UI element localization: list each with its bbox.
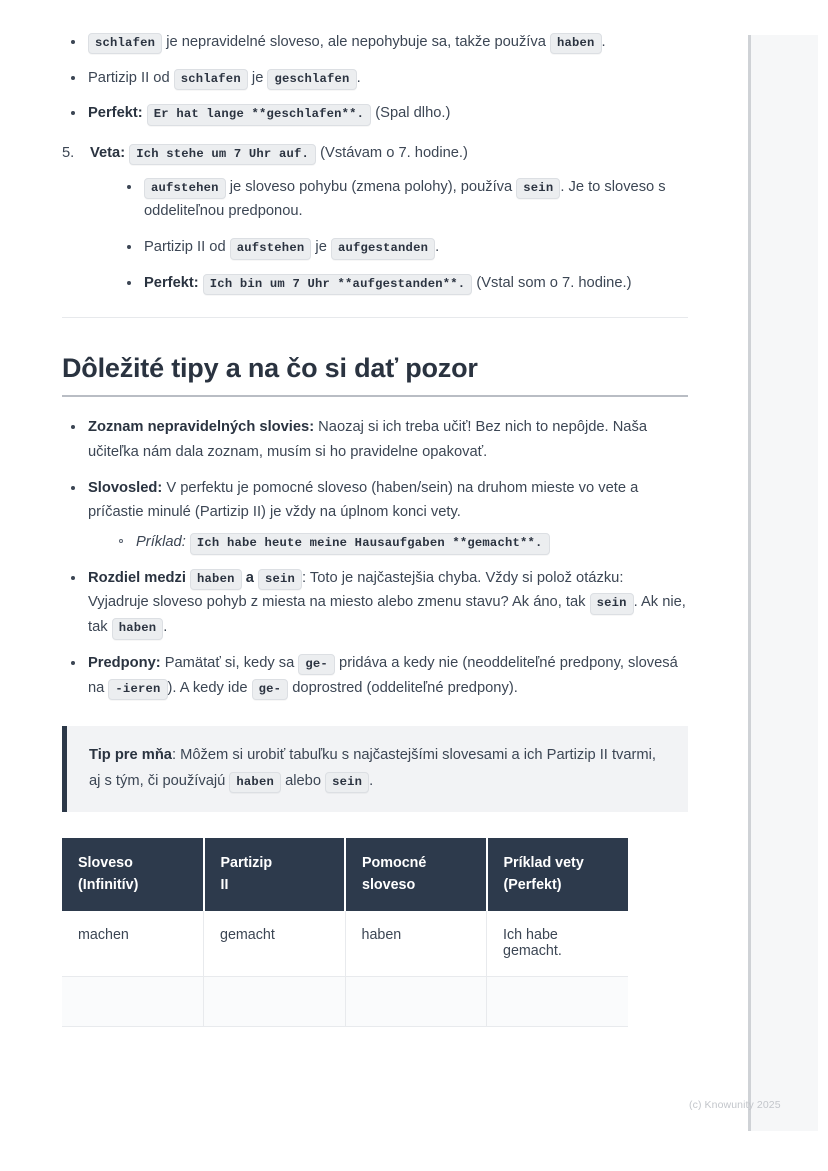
plain-text: .: [163, 619, 168, 636]
bold-text: Slovosled:: [88, 479, 163, 496]
table-row: [62, 977, 628, 1027]
code-chip: aufgestanden: [331, 238, 435, 259]
plain-text: Pamätať si, kedy sa: [160, 654, 299, 671]
plain-text: Partizip II od: [88, 69, 174, 86]
code-chip: Ich bin um 7 Uhr **aufgestanden**.: [203, 274, 472, 295]
code-chip: ge-: [298, 654, 335, 675]
header-line-1: Sloveso: [78, 854, 133, 871]
plain-text: . Je to sloveso s oddeliteľnou predponou.: [144, 178, 666, 220]
rich-text: [144, 275, 631, 291]
code-chip: sein: [516, 178, 560, 199]
cell-partizip: [204, 977, 346, 1027]
code-chip: Er hat lange **geschlafen**.: [147, 104, 371, 125]
rich-text: [88, 70, 361, 86]
bold-text: Rozdiel medzi: [88, 569, 186, 586]
plain-text: : Toto je najčastejšia chyba. Vždy si polož otázku: Vyjadruje sloveso pohyb z miesta na miesto alebo zmenu stavu? Ak áno, tak: [88, 569, 624, 611]
cell-priklad: [487, 977, 629, 1027]
plain-text: .: [435, 239, 440, 256]
column-header-priklad-vety: [487, 838, 629, 911]
sentence-translation: (Vstávam o 7. hodine.): [320, 145, 468, 162]
list-item: [62, 101, 688, 126]
cell-pomocne: [345, 977, 487, 1027]
bold-text: a: [241, 569, 258, 586]
cell-sloveso: machen: [62, 911, 204, 977]
plain-text: doprostred (oddeliteľné predpony).: [288, 679, 518, 696]
code-chip: aufstehen: [144, 178, 226, 199]
rich-text: [88, 655, 678, 696]
plain-text: .: [356, 69, 361, 86]
bold-text: Tip pre mňa: [89, 747, 172, 764]
code-chip: sein: [590, 593, 634, 614]
cell-partizip: gemacht: [204, 911, 346, 977]
sentence-5-ordered-list: [62, 141, 688, 295]
cell-pomocne: haben: [345, 911, 487, 977]
code-chip: schlafen: [88, 33, 162, 54]
title-underline: [62, 395, 688, 397]
sentence-code-chip: Ich stehe um 7 Uhr auf.: [129, 144, 316, 165]
table-row: [62, 911, 628, 977]
verb-table-body: [62, 911, 628, 1027]
tip-callout: [62, 726, 688, 812]
list-item: [62, 476, 688, 555]
header-line-1: Pomocné: [362, 854, 427, 871]
plain-text: pridáva a kedy nie (neoddeliteľné predpony, slovesá na: [88, 654, 678, 696]
code-chip: haben: [550, 33, 602, 54]
page-side-panel: [748, 35, 818, 1131]
copyright-credit: (c) Knowunity 2025: [689, 1099, 781, 1111]
plain-text: V perfektu je pomocné sloveso (haben/sein) na druhom mieste vo vete a príčastie minulé (Partizip II) je vždy na úplnom konci vety.: [88, 479, 639, 521]
rich-text: [88, 480, 638, 521]
code-chip: aufstehen: [230, 238, 312, 259]
plain-text: je sloveso pohybu (zmena polohy), používa: [225, 178, 517, 195]
sentence-5-bullet-list: [118, 175, 688, 296]
plain-text: : Môžem si urobiť tabuľku s najčastejšími slovesami a ich Partizip II tvarmi, aj s tým, či používajú: [89, 747, 657, 789]
code-chip: geschlafen: [267, 69, 356, 90]
section-divider: [62, 317, 688, 318]
table-header-row: [62, 838, 628, 911]
rich-text: [144, 179, 666, 220]
list-item: [118, 235, 688, 260]
column-header-sloveso: [62, 838, 204, 911]
bold-text: Zoznam nepravidelných slovies:: [88, 419, 315, 436]
column-header-partizip-ii: [204, 838, 346, 911]
bold-text: Perfekt:: [144, 274, 199, 291]
plain-text: . Ak nie, tak: [88, 594, 686, 636]
code-chip: schlafen: [174, 69, 248, 90]
plain-text: .: [369, 772, 374, 789]
header-line-1: Príklad vety: [503, 854, 584, 871]
code-chip: Ich habe heute meine Hausaufgaben **gemacht**.: [190, 533, 550, 554]
rich-text: [88, 570, 686, 635]
code-chip: sein: [325, 772, 369, 793]
plain-text: (Spal dlho.): [371, 105, 451, 122]
sentence-4-bullet-list: [62, 30, 688, 126]
plain-text: (Vstal som o 7. hodine.): [472, 274, 632, 291]
code-chip: -ieren: [108, 679, 167, 700]
list-item: [62, 66, 688, 91]
list-item: [62, 566, 688, 640]
list-item: [118, 175, 688, 224]
verb-table-wrapper: [62, 838, 628, 1027]
veta-label: Veta:: [90, 145, 126, 162]
plain-text: ). A kedy ide: [167, 679, 252, 696]
header-line-2: II: [220, 876, 229, 893]
list-item: [62, 30, 688, 55]
bold-text: Predpony:: [88, 654, 161, 671]
plain-text: je: [247, 69, 268, 86]
code-chip: haben: [229, 772, 281, 793]
numbered-list-item-5: [62, 141, 688, 295]
italic-text: Príklad:: [136, 534, 186, 551]
list-item: [110, 530, 688, 555]
plain-text: je nepravidelné sloveso, ale nepohybuje sa, takže používa: [162, 34, 550, 50]
verb-table-head: [62, 838, 628, 911]
plain-text: alebo: [280, 772, 326, 789]
bold-text: Perfekt:: [88, 105, 143, 122]
plain-text: je: [311, 239, 331, 256]
plain-text: Partizip II od: [144, 239, 230, 256]
header-line-2: sloveso: [362, 876, 416, 893]
list-item: [118, 271, 688, 296]
list-marker: 5.: [62, 145, 75, 162]
rich-text: [89, 747, 656, 788]
cell-sloveso: [62, 977, 204, 1027]
plain-text: .: [601, 34, 606, 50]
tips-sub-list: [110, 530, 688, 555]
list-item: [62, 651, 688, 700]
rich-text: [88, 34, 606, 50]
column-header-pomocne-sloveso: [345, 838, 487, 911]
code-chip: haben: [190, 569, 242, 590]
header-line-1: Partizip: [220, 854, 273, 871]
header-line-2: (Perfekt): [503, 876, 562, 893]
code-chip: ge-: [252, 679, 289, 700]
plain-text: Naozaj si ich treba učiť! Bez nich to nepôjde. Naša učiteľka nám dala zoznam, musím si ho pravidelne opakovať.: [88, 419, 647, 461]
code-chip: haben: [112, 618, 164, 639]
tips-bullet-list: [62, 415, 688, 700]
page-title: Dôležité tipy a na čo si dať pozor: [62, 352, 478, 383]
list-item: [62, 415, 688, 464]
rich-text: [88, 105, 450, 121]
rich-text: [136, 534, 550, 550]
rich-text: [144, 239, 439, 255]
header-line-2: (Infinitív): [78, 876, 139, 893]
rich-text: [88, 419, 647, 460]
code-chip: sein: [258, 569, 302, 590]
cell-priklad: Ich habe gemacht.: [487, 911, 629, 977]
verb-table: [62, 838, 628, 1027]
